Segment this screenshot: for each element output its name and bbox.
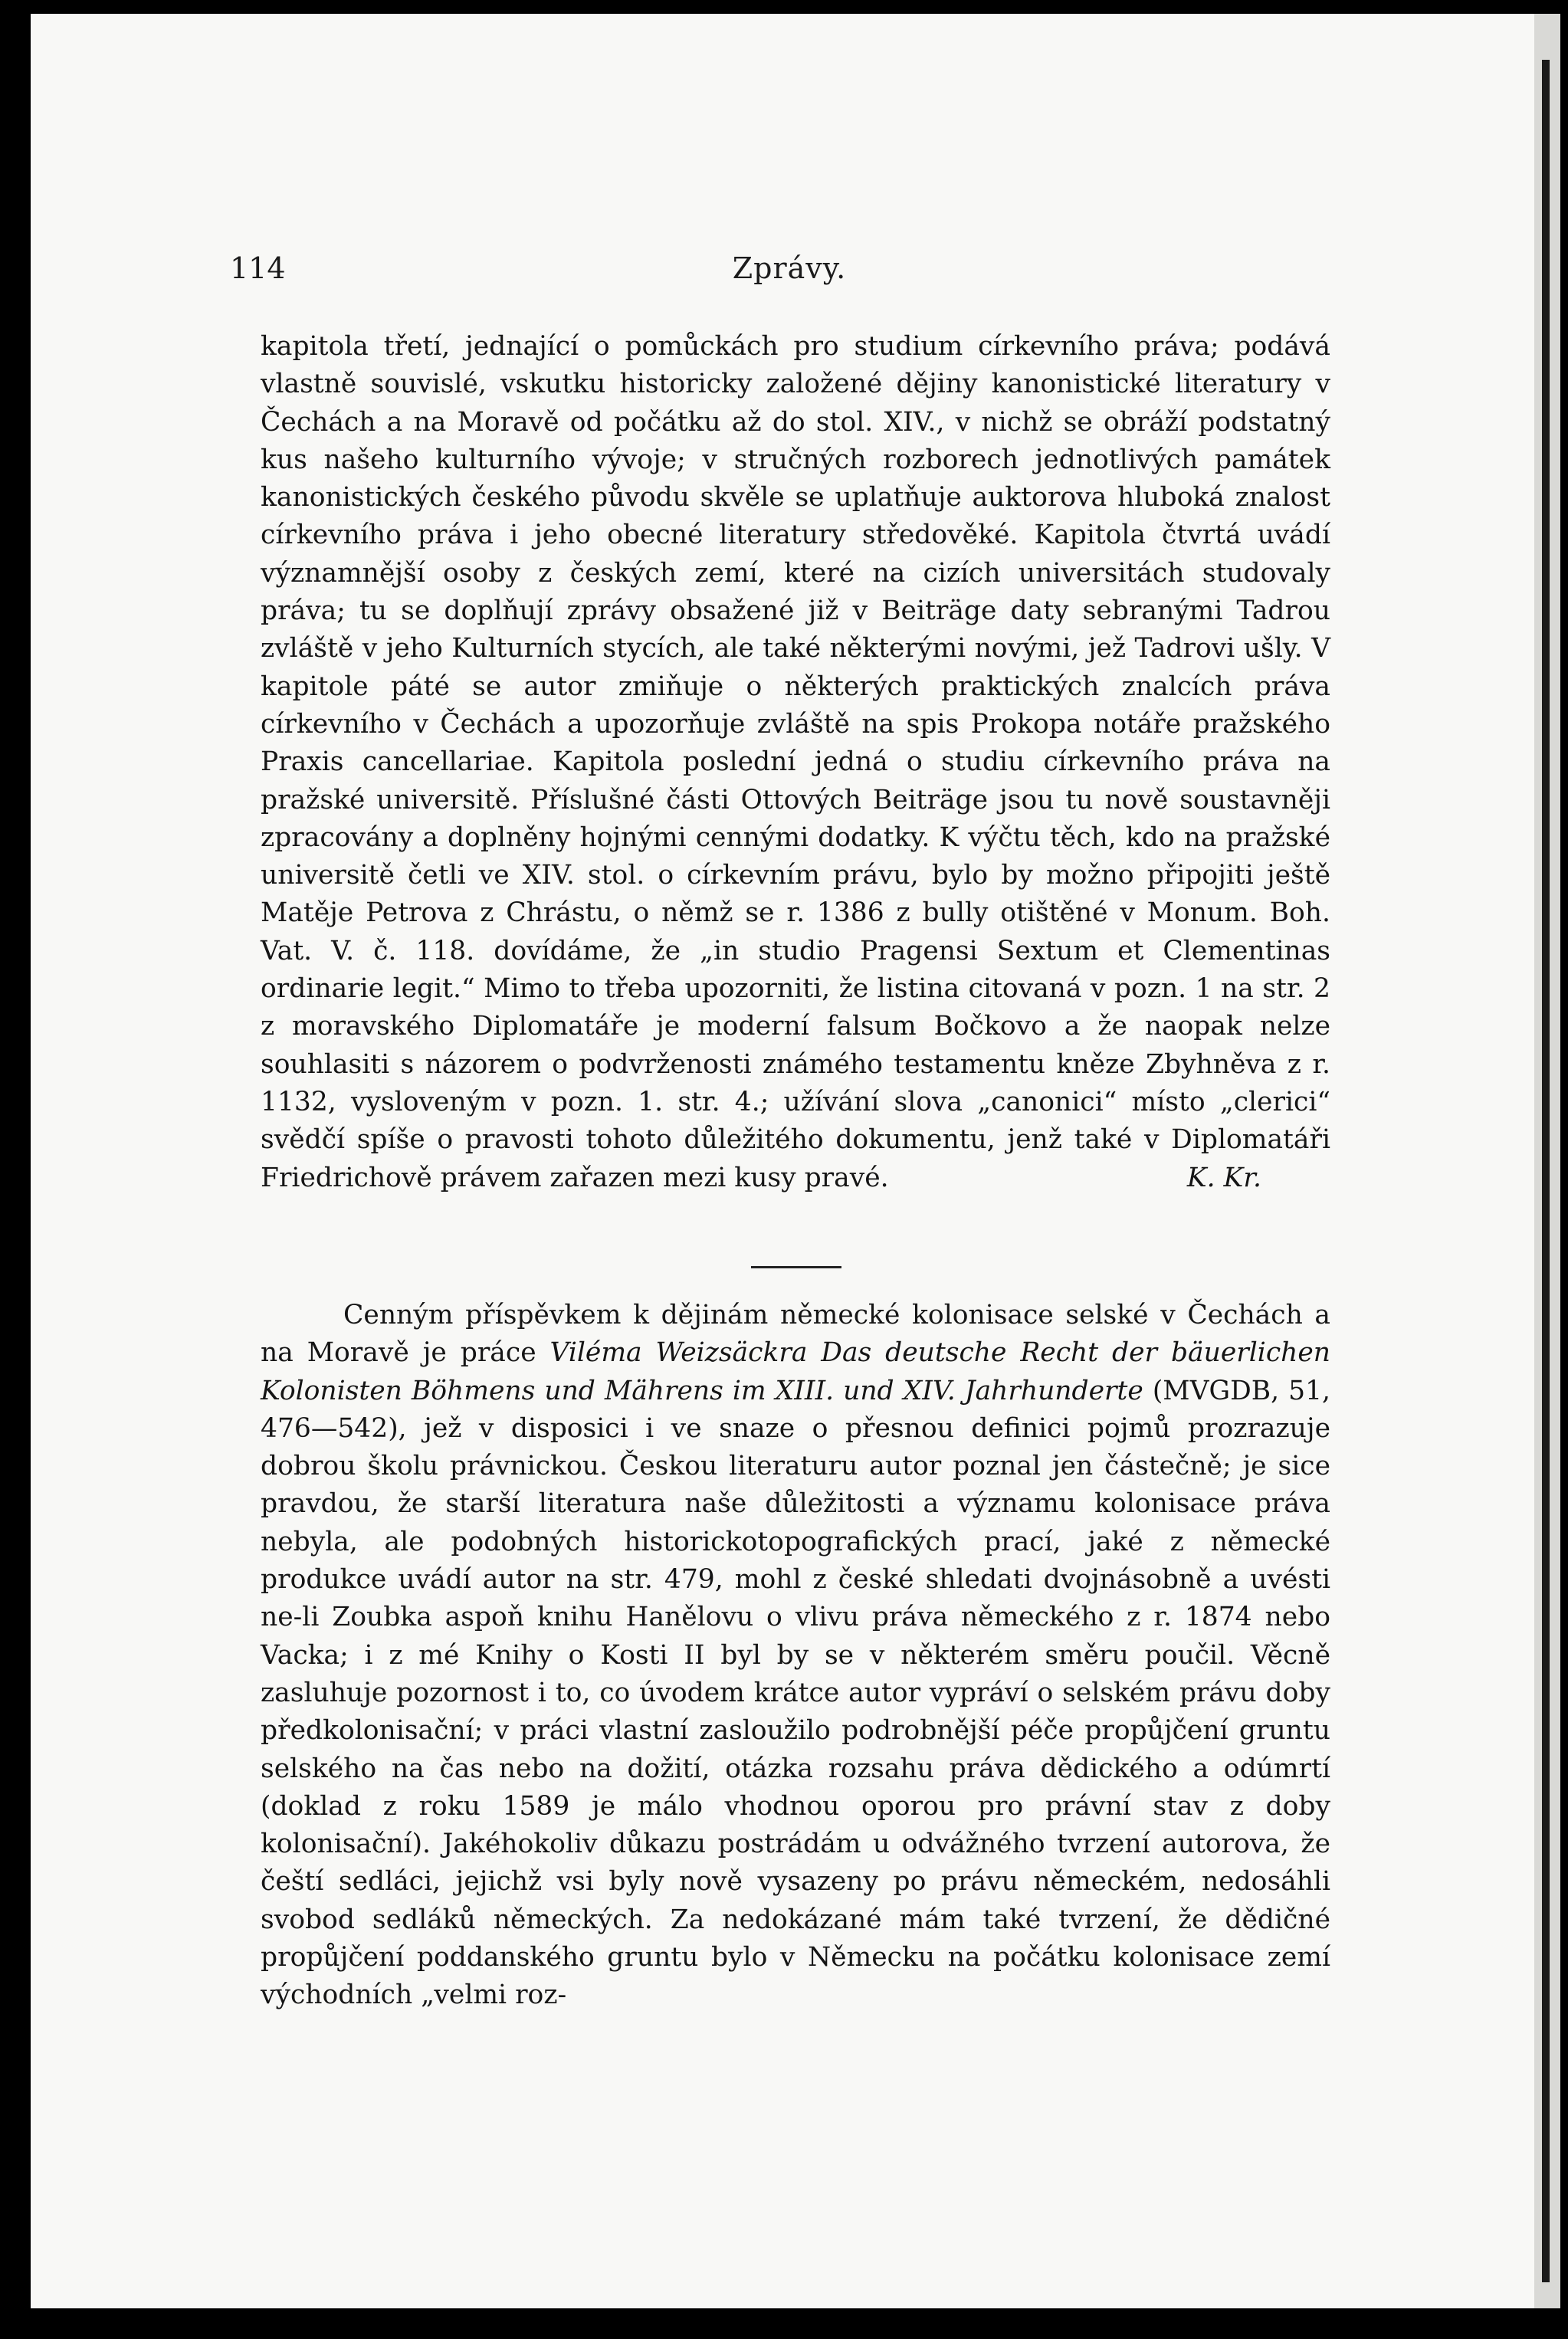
book-edge-shadow bbox=[1542, 60, 1550, 2282]
book-edge bbox=[1534, 14, 1560, 2308]
book-title: Viléma Weizsäckra Das deutsche Recht der bäuerlichen Kolonisten Böhmens und Mährens im XIII. und XIV. Jahrhunderte bbox=[261, 1337, 1330, 1406]
review-body: kapitola třetí, jednající o pomůckách pro studium církevního práva; podává vlastně souvislé, vskutku historicky založené dějiny kanonistické literatury v Čechách a na Moravě od počátku až do stol. XIV., v nichž se obráží podstatný kus našeho kulturního vývoje; v stručných rozborech jednotlivých památek kanonistických českého původu skvěle se uplatňuje auktorova hluboká znalost církevního práva i jeho obecné literatury středověké. Kapitola čtvrtá uvádí významnější osoby z českých zemí, které na cizích universitách studovaly práva; tu se doplňují zprávy obsažené již v Beiträge daty sebranými Tadrou zvláště v jeho Kulturních stycích, ale také některými novými, jež Tadrovi ušly. V kapitole páté se autor zmiňuje o některých praktických znalcích práva církevního v Čechách a upozorňuje zvláště na spis Prokopa notáře pražského Praxis cancellariae. Kapitola poslední jedná o studiu církevního práva na pražské universitě. Příslušné části Ottových Beiträge jsou tu nově soustavněji zpracovány a doplněny hojnými cennými dodatky. K výčtu těch, kdo na pražské universitě četli ve XIV. stol. o církevním právu, bylo by možno připojiti ještě Matěje Petrova z Chrástu, o němž se r. 1386 z bully otištěné v Monum. Boh. Vat. V. č. 118. dovídáme, že „in studio Pragensi Sextum et Clementinas ordinarie legit.“ Mimo to třeba upozorniti, že listina citovaná v pozn. 1 na str. 2 z moravského Diplomatáře je moderní falsum Bočkovo a že naopak nelze souhlasiti s názorem o podvrženosti známého testamentu kněze Zbyhněva z r. 1132, vysloveným v pozn. 1. str. 4.; užívání slova „canonici“ místo „clerici“ svědčí spíše o pravosti tohoto důležitého dokumentu, jenž také v Diplomatáři Friedrichově právem zařazen mezi kusy pravé. bbox=[261, 331, 1330, 1193]
review-signature: K. Kr. bbox=[1186, 1162, 1261, 1193]
review-paragraph-2 bbox=[261, 1297, 1330, 2015]
review2-body: (MVGDB, 51, 476—542), jež v disposici i ve snaze o přesnou definici pojmů prozrazuje dobrou školu právnickou. Českou literaturu autor poznal jen částečně; je sice pravdou, že starší literatura naše důležitosti a významu kolonisace práva nebyla, ale podobných historickotopografických prací, jaké z německé produkce uvádí autor na str. 479, mohl z české shledati dvojnásobně a uvésti ne-li Zoubka aspoň knihu Hanělovu o vlivu práva německého z r. 1874 nebo Vacka; i z mé Knihy o Kosti II byl by se v některém směru poučil. Věcně zasluhuje pozornost i to, co úvodem krátce autor vypráví o selském právu doby předkolonisační; v práci vlastní zasloužilo podrobnější péče propůjčení gruntu selského na čas nebo na dožití, otázka rozsahu práva dědického a odúmrtí (doklad z roku 1589 je málo vhodnou oporou pro právní stav z doby kolonisační). Jakéhokoliv důkazu postrádám u odvážného tvrzení autorova, že čeští sedláci, jejichž vsi byly nově vysazeny po právu německém, nedosáhli svobod sedláků německých. Za nedokázané mám také tvrzení, že dědičné propůjčení poddanského gruntu bylo v Německu na počátku kolonisace zemí východních „velmi roz- bbox=[261, 1375, 1330, 2011]
review2-lead: Cenným příspěvkem k dějinám německé kolonisace selské v Čechách a na Moravě je práce bbox=[261, 1300, 1330, 1369]
review-weizsaecker bbox=[261, 1297, 1330, 2015]
page-header bbox=[230, 251, 1349, 297]
running-head: Zprávy. bbox=[732, 251, 847, 285]
page-number: 114 bbox=[230, 251, 286, 285]
review-paragraph bbox=[261, 328, 1330, 1197]
section-divider bbox=[751, 1266, 841, 1268]
review-continuation bbox=[261, 328, 1330, 1197]
